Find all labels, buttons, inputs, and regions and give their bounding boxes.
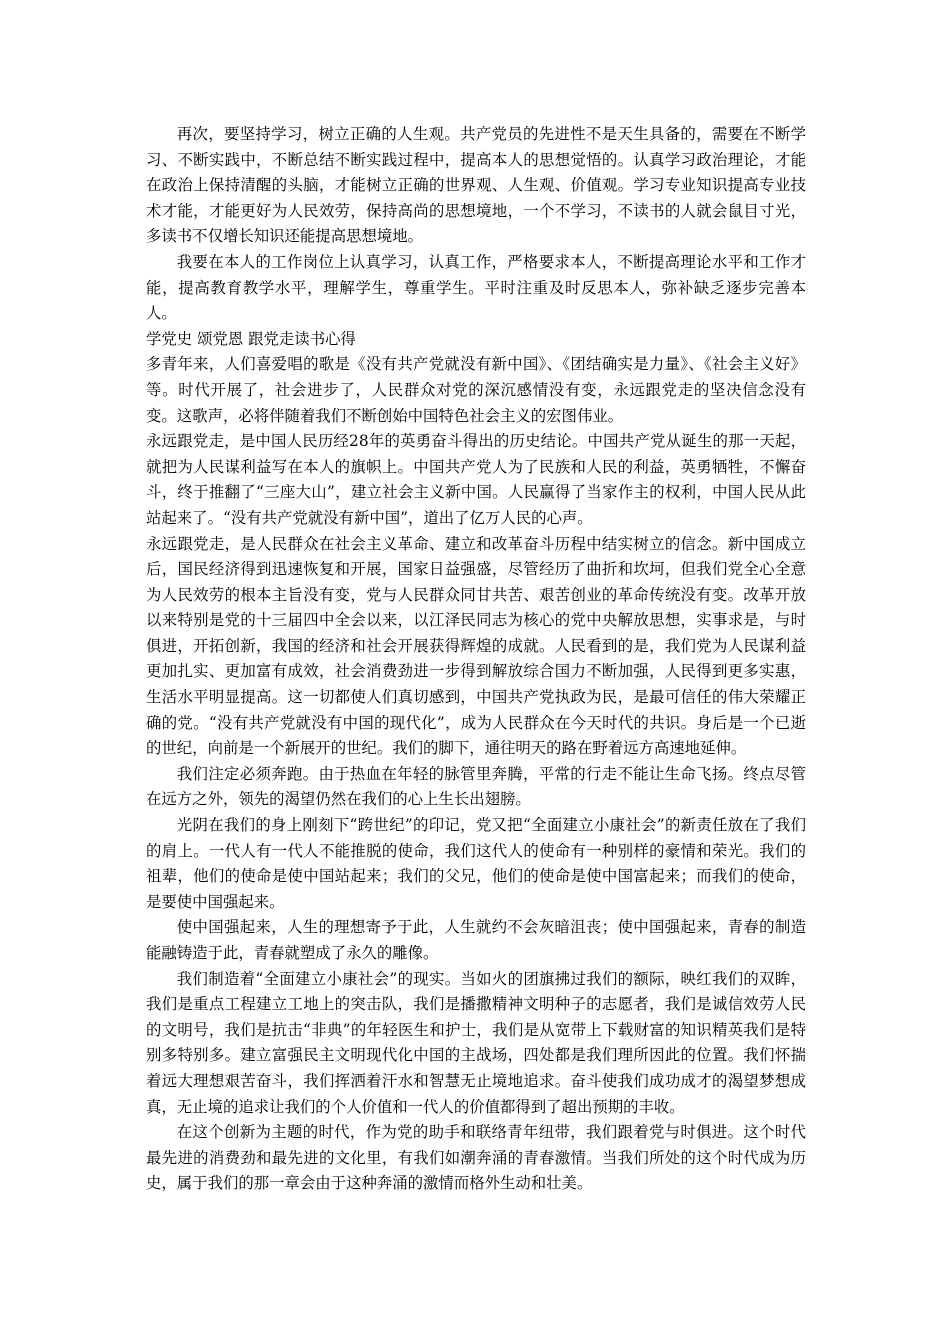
paragraph-songs: 多青年来，人们喜爱唱的歌是《没有共产党就没有新中国》、《团结确实是力量》、《社会主义好》等。时代开展了，社会进步了，人民群众对党的深沉感情没有变，永远跟党走的坚决信念没有变。这歌声，必将伴随着我们不断创始中国特色社会主义的宏图伟业。	[146, 355, 806, 425]
document-body	[146, 122, 806, 1197]
paragraph-history: 永远跟党走，是中国人民历经28年的英勇奋斗得出的历史结论。中国共产党从诞生的那一天起，就把为人民谋利益写在本人的旗帜上。中国共产党人为了民族和人民的利益，英勇牺牲，不懈奋斗，终于推翻了“三座大山”，建立社会主义新中国。人民赢得了当家作主的权利，中国人民从此站起来了。“没有共产党就没有新中国”，道出了亿万人民的心声。	[146, 432, 806, 527]
paragraph-belief: 永远跟党走，是人民群众在社会主义革命、建立和改革奋斗历程中结实树立的信念。新中国成立后，国民经济得到迅速恢复和开展，国家日益强盛，尽管经历了曲折和坎坷，但我们党全心全意为人民效劳的根本主旨没有变，党与人民群众同甘共苦、艰苦创业的革命传统没有变。改革开放以来特别是党的十三届四中全会以来，以江泽民同志为核心的党中央解放思想，实事求是，与时俱进，开拓创新，我国的经济和社会开展获得辉煌的成就。人民看到的是，我们党为人民谋利益更加扎实、更加富有成效，社会消费劲进一步得到解放综合国力不断加强，人民得到更多实惠，生活水平明显提高。这一切都使人们真切感到，中国共产党执政为民，是最可信任的伟大荣耀正确的党。“没有共产党就没有中国的现代化”，成为人民群众在今天时代的共识。身后是一个已逝的世纪，向前是一个新展开的世纪。我们的脚下，通往明天的路在野着远方高速地延伸。	[146, 534, 806, 758]
paragraph-reality: 我们制造着“全面建立小康社会”的现实。当如火的团旗拂过我们的额际，映红我们的双眸，我们是重点工程建立工地上的突击队，我们是播撒精神文明种子的志愿者，我们是诚信效劳人民的文明号，我们是抗击“非典”的年轻医生和护士，我们是从宽带上下载财富的知识精英我们是特别多特别多。建立富强民主文明现代化中国的主战场，四处都是我们理所因此的位置。我们怀揣着远大理想艰苦奋斗，我们挥洒着汗水和智慧无止境地追求。奋斗使我们成功成才的渴望梦想成真，无止境的追求让我们的个人价值和一代人的价值都得到了超出预期的丰收。	[146, 969, 806, 1116]
paragraph-mission: 光阴在我们的身上刚刻下“跨世纪”的印记，党又把“全面建立小康社会”的新责任放在了我们的肩上。一代人有一代人不能推脱的使命，我们这代人的使命有一种别样的豪情和荣光。我们的祖辈，他们的使命是使中国站起来；我们的父兄，他们的使命是使中国富起来；而我们的使命，是要使中国强起来。	[146, 816, 806, 911]
paragraph-strong-china: 使中国强起来，人生的理想寄予于此，人生就约不会灰暗沮丧；使中国强起来，青春的制造能融铸造于此，青春就塑成了永久的雕像。	[146, 918, 806, 962]
paragraph-running: 我们注定必须奔跑。由于热血在年轻的脉管里奔腾，平常的行走不能让生命飞扬。终点尽管在远方之外，领先的渴望仍然在我们的心上生长出翅膀。	[146, 764, 806, 809]
paragraph-innovation: 在这个创新为主题的时代，作为党的助手和联络青年纽带，我们跟着党与时俱进。这个时代最先进的消费劲和最先进的文化里，有我们如潮奔涌的青春激情。当我们所处的这个时代成为历史，属于我们的那一章会由于这种奔涌的激情而格外生动和壮美。	[146, 1123, 806, 1193]
section-heading: 学党史 颂党恩 跟党走读书心得	[146, 329, 356, 348]
paragraph-study: 再次，要坚持学习，树立正确的人生观。共产党员的先进性不是天生具备的，需要在不断学习、不断实践中，不断总结不断实践过程中，提高本人的思想觉悟的。认真学习政治理论，才能在政治上保持清醒的头脑，才能树立正确的世界观、人生观、价值观。学习专业知识提高专业技术才能，才能更好为人民效劳，保持高尚的思想境地，一个不学习，不读书的人就会鼠目寸光，多读书不仅增长知识还能提高思想境地。	[146, 125, 806, 246]
paragraph-commitment: 我要在本人的工作岗位上认真学习，认真工作，严格要求本人，不断提高理论水平和工作才能，提高教育教学水平，理解学生，尊重学生。平时注重及时反思本人，弥补缺乏逐步完善本人。	[146, 252, 806, 323]
